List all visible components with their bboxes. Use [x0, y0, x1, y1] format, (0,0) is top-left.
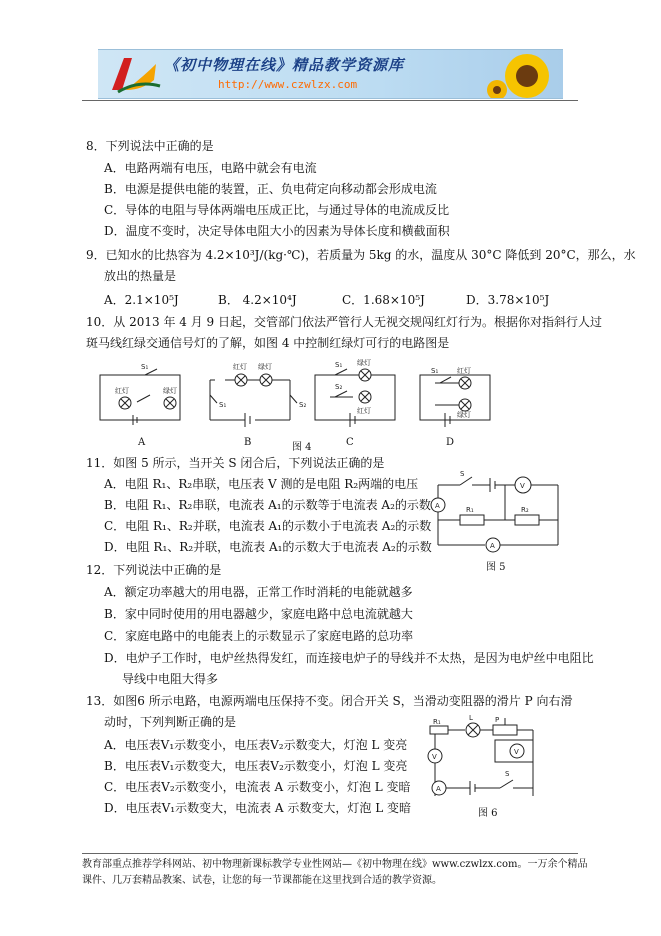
figure-4-circuits — [95, 355, 515, 435]
fig4b-green-label: 绿灯 — [258, 363, 272, 371]
q8-option-d: D．温度不变时，决定导体电阻大小的因素为导体长度和横截面积 — [104, 224, 450, 238]
footer-line-2: 课件、几万套精品教案、试卷，让您的每一节课都能在这里找到合适的教学资源。 — [82, 875, 442, 886]
q11-stem: 11．如图 5 所示，当开关 S 闭合后，下列说法正确的是 — [86, 456, 385, 470]
header-rule — [82, 100, 578, 101]
fig6-lamp-label: L — [469, 714, 473, 722]
fig5-ammeter2-label: A — [490, 542, 495, 550]
footer-text — [82, 857, 588, 889]
fig4d-red-label: 红灯 — [457, 367, 471, 375]
q9-stem-line1: 9．已知水的比热容为 4.2×10³J/(kg·℃)，若质量为 5kg 的水，温度从 30°C 降低到 20°C，那么，水 — [86, 248, 636, 262]
fig4c-green-label: 绿灯 — [357, 359, 371, 367]
q12-option-d-line2: 导线中电阻大得多 — [122, 672, 219, 686]
footer-rule — [82, 853, 578, 854]
fig4b-s2-label: S₂ — [299, 401, 307, 409]
fig6-ammeter-label: A — [436, 785, 441, 793]
figure-6-caption: 图 6 — [478, 808, 498, 819]
fig4-label-a: A — [138, 437, 146, 448]
q12-option-d-line1: D．电炉子工作时，电炉丝热得发红，而连接电炉子的导线并不太热，是因为电炉丝中电阻比 — [104, 651, 594, 665]
fig5-ammeter1-label: A — [435, 502, 440, 510]
fig4b-s1-label: S₁ — [219, 401, 227, 409]
fig4-label-d: D — [446, 437, 455, 448]
figure-6-circuit — [425, 714, 545, 808]
fig5-r1-label: R₁ — [466, 506, 474, 514]
footer-line-1: 教育部重点推荐学科网站、初中物理新课标教学专业性网站—《初中物理在线》www.czwlzx.com。一万余个精品 — [82, 859, 588, 870]
fig5-voltmeter-label: V — [520, 482, 525, 490]
q9-stem-line2: 放出的热量是 — [104, 269, 177, 283]
site-logo-icon — [104, 50, 164, 98]
q13-option-d: D．电压表V₁示数变大，电流表 A 示数变大，灯泡 L 变暗 — [104, 801, 411, 815]
fig5-switch-label: S — [460, 470, 465, 478]
fig6-switch-label: S — [505, 770, 510, 778]
fig6-v2-label: V — [514, 748, 519, 756]
fig4c-s2-label: S₂ — [335, 383, 343, 391]
q9-option-c: C．1.68×10⁵J — [342, 293, 425, 307]
q13-stem-line1: 13．如图6 所示电路，电源两端电压保持不变。闭合开关 S，当滑动变阻器的滑片 P 向右滑 — [86, 694, 573, 708]
q11-option-c: C．电阻 R₁、R₂并联，电流表 A₁的示数小于电流表 A₂的示数 — [104, 519, 432, 533]
q11-option-b: B．电阻 R₁、R₂串联，电流表 A₁的示数等于电流表 A₂的示数 — [104, 498, 431, 512]
site-title: 《初中物理在线》精品教学资源库 — [164, 56, 405, 74]
q13-stem-line2: 动时，下列判断正确的是 — [104, 715, 237, 729]
q10-stem-line2: 斑马线红绿交通信号灯的了解，如图 4 中控制红绿灯可行的电路图是 — [86, 336, 450, 350]
sunflower-icon — [483, 50, 563, 98]
q8-option-b: B．电源是提供电能的装置，正、负电荷定向移动都会形成电流 — [104, 182, 437, 196]
figure-4-caption: 图 4 — [292, 442, 312, 453]
fig6-v1-label: V — [432, 753, 437, 761]
fig4d-s1-label: S₁ — [431, 367, 439, 375]
q9-option-a: A．2.1×10⁵J — [104, 293, 179, 307]
q13-option-a: A．电压表V₁示数变小，电压表V₂示数变大，灯泡 L 变亮 — [104, 738, 408, 752]
site-url[interactable]: http://www.czwlzx.com — [218, 78, 358, 91]
q9-option-b: B． 4.2×10⁴J — [218, 293, 297, 307]
fig4a-s1-label: S₁ — [141, 363, 149, 371]
q12-stem: 12．下列说法中正确的是 — [86, 563, 222, 577]
fig4c-s1-label: S₁ — [335, 361, 343, 369]
q12-option-a: A．额定功率越大的用电器，正常工作时消耗的电能就越多 — [104, 585, 413, 599]
q13-option-b: B．电压表V₁示数变大，电压表V₂示数变小，灯泡 L 变亮 — [104, 759, 408, 773]
fig6-slider-label: P — [495, 716, 500, 724]
q10-stem-line1: 10．从 2013 年 4 月 9 日起，交管部门依法严管行人无视交规闯红灯行为。根据你对指斜行人过 — [86, 315, 602, 329]
q8-option-c: C．导体的电阻与导体两端电压成正比，与通过导体的电流成反比 — [104, 203, 450, 217]
fig4a-red-label: 红灯 — [115, 387, 129, 395]
q11-option-a: A．电阻 R₁、R₂串联，电压表 V 测的是电阻 R₂两端的电压 — [104, 477, 419, 491]
fig5-r2-label: R₂ — [521, 506, 529, 514]
q13-option-c: C．电压表V₂示数变小，电流表 A 示数变小，灯泡 L 变暗 — [104, 780, 411, 794]
header-banner — [98, 49, 563, 99]
fig4-label-c: C — [346, 437, 354, 448]
fig6-r1-label: R₁ — [433, 718, 441, 726]
q11-option-d: D．电阻 R₁、R₂并联，电流表 A₁的示数大于电流表 A₂的示数 — [104, 540, 432, 554]
q9-option-d: D．3.78×10⁵J — [466, 293, 550, 307]
fig4c-red-label: 红灯 — [357, 407, 371, 415]
figure-5-circuit — [430, 465, 570, 555]
fig4b-red-label: 红灯 — [233, 363, 247, 371]
q12-option-b: B．家中同时使用的用电器越少，家庭电路中总电流就越大 — [104, 607, 413, 621]
q12-option-c: C．家庭电路中的电能表上的示数显示了家庭电路的总功率 — [104, 629, 414, 643]
figure-5-caption: 图 5 — [486, 562, 506, 573]
q8-stem: 8．下列说法中正确的是 — [86, 139, 214, 153]
q8-option-a: A．电路两端有电压，电路中就会有电流 — [104, 161, 317, 175]
fig4d-green-label: 绿灯 — [457, 411, 471, 419]
fig4-label-b: B — [244, 437, 252, 448]
fig4a-green-label: 绿灯 — [163, 387, 177, 395]
